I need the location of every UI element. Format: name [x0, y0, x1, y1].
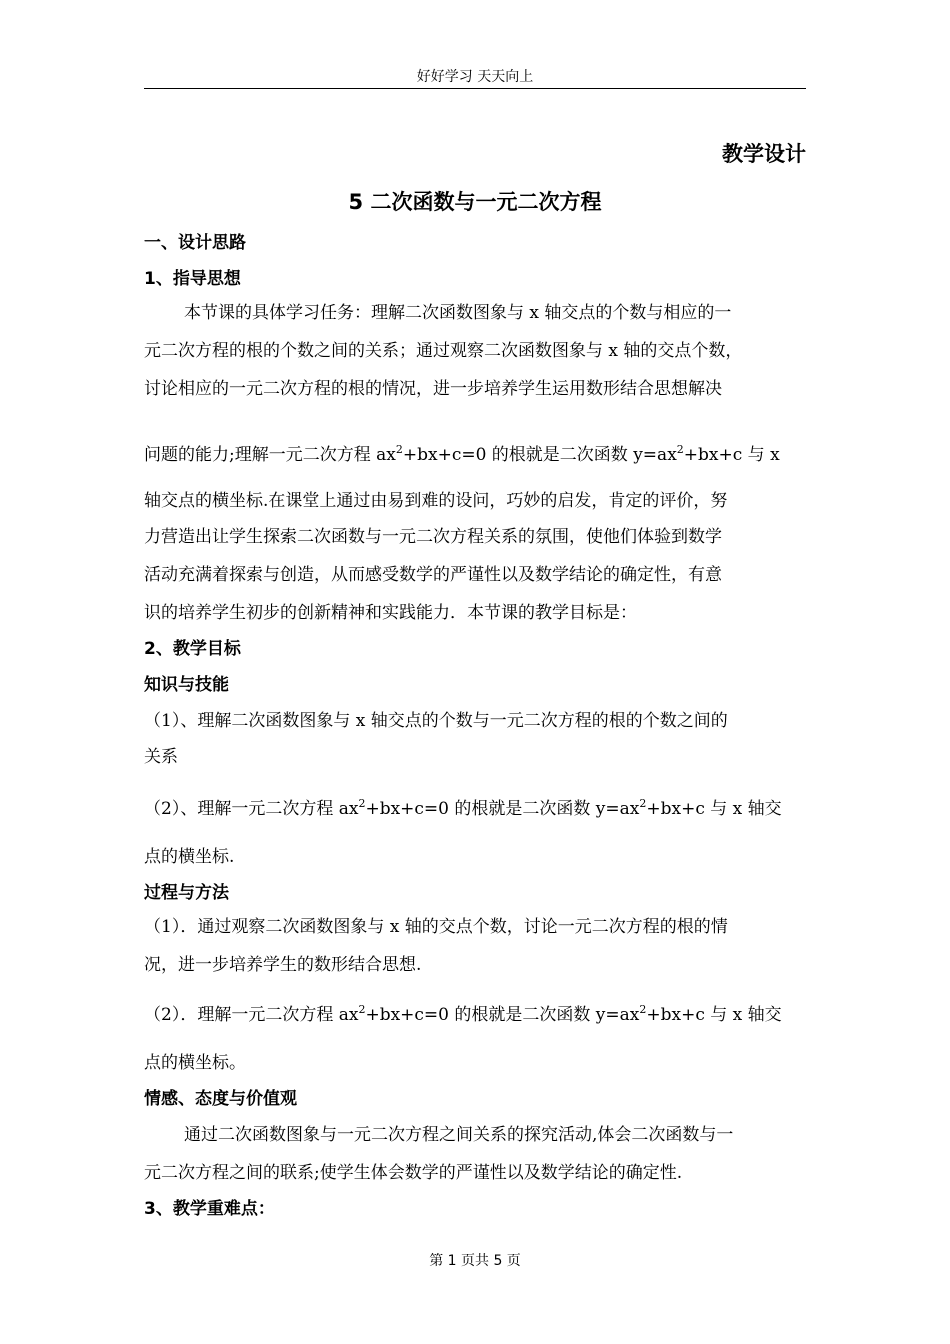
superscript: 2 [639, 1003, 647, 1016]
paragraph-line: 通过二次函数图象与一元二次方程之间关系的探究活动,体会二次函数与一 [184, 1125, 734, 1145]
lesson-title: 5 二次函数与一元二次方程 [348, 190, 602, 214]
paragraph-line: 力营造出让学生探索二次函数与一元二次方程关系的氛围，使他们体验到数学 [144, 527, 722, 547]
doc-type-title: 教学设计 [722, 142, 806, 166]
subheading-guiding-ideas: 1、指导思想 [144, 269, 241, 289]
header-rule [144, 88, 806, 89]
page-header: 好好学习 天天向上 [416, 69, 534, 85]
subheading-key-difficult-points: 3、教学重难点： [144, 1199, 275, 1219]
text-run: +bx+c=0 的根就是二次函数 y=ax [365, 1005, 640, 1025]
list-item-line: 点的横坐标. [144, 847, 235, 867]
list-item-line: （1）、理解二次函数图象与 x 轴交点的个数与一元二次方程的根的个数之间的 [144, 711, 728, 731]
section-heading-design: 一、设计思路 [144, 233, 246, 253]
text-run: +bx+c=0 的根就是二次函数 y=ax [402, 445, 677, 465]
list-item-line: 况，进一步培养学生的数形结合思想. [144, 955, 422, 975]
paragraph-line: 本节课的具体学习任务：理解二次函数图象与 x 轴交点的个数与相应的一 [184, 303, 732, 323]
paragraph-line: 轴交点的横坐标.在课堂上通过由易到难的设问，巧妙的启发，肯定的评价，努 [144, 491, 728, 511]
page-footer: 第 1 页共 5 页 [429, 1253, 521, 1269]
superscript: 2 [395, 443, 403, 456]
text-run: 问题的能力;理解一元二次方程 ax [144, 445, 396, 465]
list-item-formula [144, 1000, 810, 1025]
paragraph-line-formula [144, 440, 810, 465]
subheading-process-methods: 过程与方法 [144, 883, 229, 903]
superscript: 2 [676, 443, 684, 456]
subheading-teaching-goals: 2、教学目标 [144, 639, 241, 659]
superscript: 2 [639, 797, 647, 810]
text-run: +bx+c 与 x 轴交 [646, 799, 782, 819]
subheading-emotion-values: 情感、态度与价值观 [144, 1089, 297, 1109]
text-run: （2）、理解一元二次方程 ax [144, 799, 359, 819]
paragraph-line: 元二次方程的根的个数之间的关系；通过观察二次函数图象与 x 轴的交点个数， [144, 341, 743, 361]
text-run: +bx+c=0 的根就是二次函数 y=ax [365, 799, 640, 819]
superscript: 2 [358, 1003, 366, 1016]
subheading-knowledge-skills: 知识与技能 [144, 675, 229, 695]
superscript: 2 [358, 797, 366, 810]
text-run: （2）．理解一元二次方程 ax [144, 1005, 359, 1025]
list-item-line: （1）．通过观察二次函数图象与 x 轴的交点个数，讨论一元二次方程的根的情 [144, 917, 728, 937]
paragraph-line: 元二次方程之间的联系;使学生体会数学的严谨性以及数学结论的确定性. [144, 1163, 683, 1183]
list-item-line: 关系 [144, 747, 178, 767]
list-item-line: 点的横坐标。 [144, 1053, 246, 1073]
paragraph-line: 讨论相应的一元二次方程的根的情况，进一步培养学生运用数形结合思想解决 [144, 379, 722, 399]
text-run: +bx+c 与 x [683, 445, 780, 465]
paragraph-line: 识的培养学生初步的创新精神和实践能力．本节课的教学目标是： [144, 603, 637, 623]
paragraph-line: 活动充满着探索与创造，从而感受数学的严谨性以及数学结论的确定性，有意 [144, 565, 722, 585]
text-run: +bx+c 与 x 轴交 [646, 1005, 782, 1025]
list-item-formula [144, 794, 810, 819]
